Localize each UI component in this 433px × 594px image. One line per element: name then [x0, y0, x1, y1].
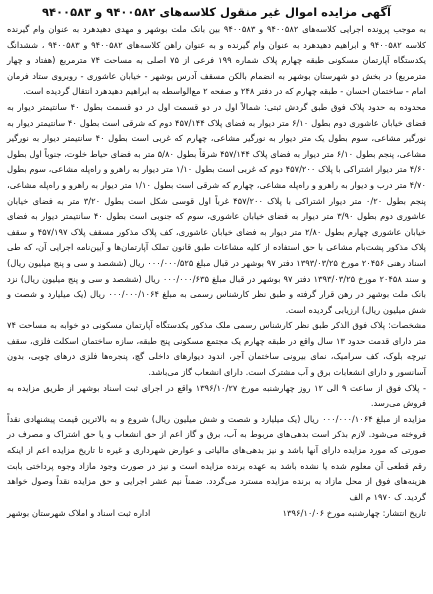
- notice-footer: [7, 506, 426, 522]
- notice-paragraph-schedule: - پلاک فوق از ساعت ۹ الی ۱۲ روز چهارشنبه مورخ ۱۳۹۶/۱۰/۲۷ واقع در اجرای ثبت اسناد بوشهر از طریق مزایده به فروش می‌رسد.: [7, 382, 427, 409]
- notice-title: آگهی مزایده اموال غیر منقول کلاسه‌های ۹۴۰۰۵۸۲ و ۹۴۰۰۵۸۳: [42, 5, 391, 19]
- notice-paragraph-specs: مشخصات: پلاک فوق الذکر طبق نظر کارشناس رسمی ملک مذکور یکدستگاه آپارتمان مسکونی دو خوابه به مساحت ۷۴ متر دارای قدمت حدود ۱۳ سال واقع در طبقه چهارم یک مجتمع مسکونی پنج طبقه، سازه ساختمان اسکلت فلزی، سقف تیرچه بلوک، کف سرامیک، نمای بیرونی ساختمان آجر، اندود دیوارهای داخلی گچ، پنجره‌ها فلزی درهای چوبی، بدون آسانسور و دارای انشعابات برق و آب مشترک است. دارای انشعاب گاز می‌باشد.: [7, 320, 426, 378]
- notice-paragraph-property: به موجب پرونده اجرایی کلاسه‌های ۹۴۰۰۵۸۲ و ۹۴۰۰۵۸۳ بین بانک ملت بوشهر و مهدی دهیدهرد به عنوان وام گیرنده کلاسه ۹۴۰۰۵۸۲ و ابراهیم دهیدهرد به عنوان وام گیرنده و به عنوان راهن کلاسه‌های ۹۴۰۰۵۸۲ و ۹۴۰۰۵۸۳ ، ششدانگ یکدستگاه آپارتمان مسکونی طبقه چهارم پلاک شماره ۱۹۹ فرعی از ۷۵ اصلی به مساحت ۷۴ مترمربع (هفتاد و چهار مترمربع) در بخش دو شهرستان بوشهر به انضمام بالکن مسقف آدرس بوشهر - خیابان عاشوری - روبروی ستاد فرمان امام - ساختمان احسان - طبقه چهارم که در دفتر ۲۴۸ و صفحه ۲ مع‌الواسطه به ابراهیم دهیدهرد انتقال گردیده است.: [7, 24, 426, 97]
- notice-paragraph-boundaries: محدوده به حدود پلاک فوق طبق گردش ثبتی: شمالاً اول در دو قسمت اول در دو قسمت بطول ۴۰ سانتیمتر دیوار به فضای خیابان عاشوری دوم بطول ۶/۱۰ متر دیوار به فضای پلاک ۴۵۷/۱۴۴ دوم که شرقی است بطول ۴۰ سانتیمتر دیوار به نورگیر مشاعی، سوم بطول یک متر دیوار به نورگیر مشاعی، چهارم که غربی است بطول ۴۰ سانتیمتر دیوار به نورگیر مشاعی، پنجم بطول ۶/۱۰ متر دیوار به فضای پلاک ۴۵۷/۱۴۴ شرقاً بطول ۵/۸۰ متر به فضای حیاط خلوت، جنوباً اول بطول ۴/۶۰ متر دیوار اشتراکی با پلاک ۴۵۷/۲۰۰ دوم که غربی است بطول ۱/۱۰ متر دیوار به راهرو و راه‌پله مشاعی، سوم بطول ۴/۷۰ متر درب و دیوار به راهرو و راه‌پله مشاعی، چهارم که شرقی است بطول ۱/۱۰ متر دیوار به راهرو و راه‌پله مشاعی، پنجم بطول ۰/۲۰ متر دیوار اشتراکی با پلاک ۴۵۷/۲۰۰ غرباً اول قوسی شکل است بطول ۳/۲۰ متر به فضای خیابان عاشوری دوم بطول ۳/۹۰ متر دیوار به فضای خیابان عاشوری، سوم که جنوبی است بطول ۴۰ سانتیمتر دیوار به فضای خیابان عاشوری چهارم بطول ۲/۸۰ متر دیوار به فضای خیابان عاشوری، کف پلاک مذکور مسقف پلاک ۴۵۷/۱۹۷ و سقف پلاک مذکور پشت‌بام مشاعی با حق استفاده از کلیه مشاعات طبق قانون تملک آپارتمان‌ها و آیین‌نامه اجرایی آن، که طی اسناد رهنی ۲۰۴۵۶ مورخ ۱۳۹۳/۰۳/۲۵ دفتر ۹۷ بوشهر در قبال مبلغ ۰۰۰/۰۰۰/۵۲۵ ریال (ششصد و سی و پنج میلیون ریال) و سند ۲۰۴۵۸ مورخ ۱۳۹۳/۰۳/۲۵ دفتر ۹۷ بوشهر در قبال مبلغ ۰۰۰/۰۰۰/۶۳۵ ریال (ششصد و سی و پنج میلیون ریال) نزد بانک ملت بوشهر در رهن قرار گرفته و طبق نظر کارشناس رسمی به مبلغ ۰۰۰/۰۰۰/۱۰۶۴ ریال (یک میلیارد و شصت و شش میلیون ریال) ارزیابی گردیده است.: [7, 101, 427, 315]
- issuing-office: اداره ثبت اسناد و املاک شهرستان بوشهر: [7, 508, 151, 519]
- publish-date: تاریخ انتشار: چهارشنبه مورخ ۱۳۹۶/۱۰/۰۶: [282, 508, 426, 519]
- notice-paragraph-terms: مزایده از مبلغ ۰۰۰/۰۰۰/۱۰۶۴ ریال (یک میلیارد و شصت و شش میلیون ریال) شروع و به بالاترین قیمت پیشنهادی نقداً فروخته می‌شود. لازم بذکر است بدهی‌های مربوط به آب، برق و گاز اعم از حق انشعاب و یا حق اشتراک و مصرف در صورتی که مورد مزایده دارای آنها باشد و نیز بدهی‌های مالیاتی و عوارض شهرداری و غیره تا تاریخ مزایده اعم از اینکه رقم قطعی آن معلوم شده یا نشده باشد به عهده برنده مزایده است و نیز در صورت وجود مازاد وجوه پرداختی بابت هزینه‌های فوق از محل مازاد به برنده مزایده مسترد می‌گردد. ضمناً نیم عشر اجرایی و حق مزایده نقداً وصول خواهد گردید. ک ۱۹۷۰ م الف: [7, 413, 426, 502]
